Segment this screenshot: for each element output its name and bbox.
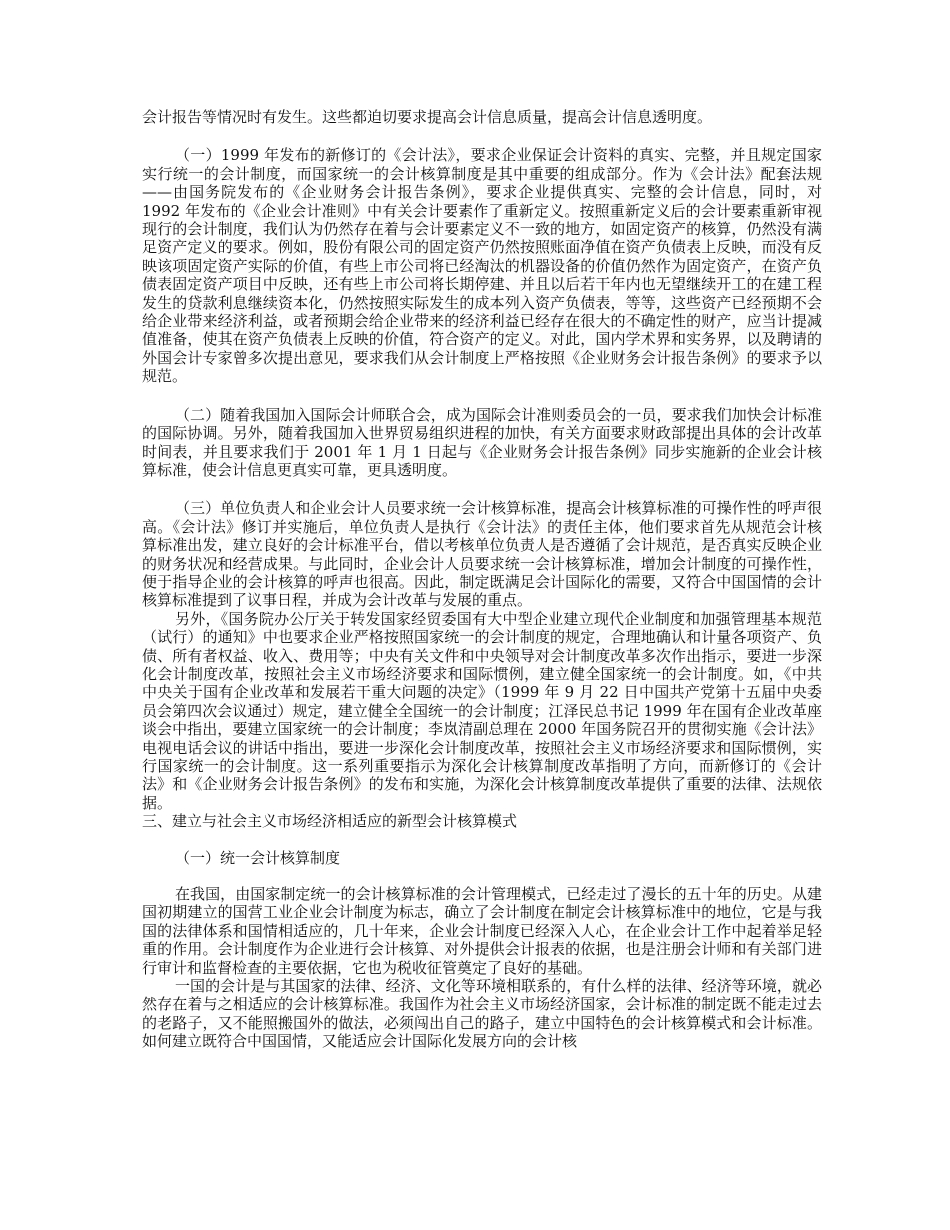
section-heading-three: 三、建立与社会主义市场经济相适应的新型会计核算模式 xyxy=(142,812,518,831)
paragraph-section-1: （一）1999 年发布的新修订的《会计法》，要求企业保证会计资料的真实、完整，并且规定国家实行统一的会计制度，而国家统一的会计核算制度是其中重要的组成部分。作为《会计法》配套法规——由国务院发布的《企业财务会计报告条例》，要求企业提供真实、完整的会计信息，同时，对 1992 年发布的《企业会计准则》中有关会计要素作了重新定义。按照重新定义后的会计要素重新审视现行的会计制度，我们认为仍然存在着与会计要素定义不一致的地方，如固定资产的核算，仍然没有满足资产定义的要求。例如，股份有限公司的固定资产仍然按照账面净值在资产负债表上反映，而没有反映该项固定资产实际的价值，有些上市公司将已经淘汰的机器设备的价值仍然作为固定资产，在资产负债表固定资产项目中反映，还有些上市公司将长期停建、并且以后若干年内也无望继续开工的在建工程发生的贷款利息继续资本化，仍然按照实际发生的成本列入资产负债表，等等，这些资产已经预期不会给企业带来经济利益，或者预期会给企业带来的经济利益已经存在很大的不确定性的财产，应当计提减值准备，使其在资产负债表上反映的价值，符合资产的定义。对此，国内学术界和实务界，以及聘请的外国会计专家曾多次提出意见，要求我们从会计制度上严格按照《企业财务会计报告条例》的要求予以规范。 xyxy=(142,146,822,386)
document-body xyxy=(142,108,822,1051)
paragraph-history: 在我国，由国家制定统一的会计核算标准的会计管理模式，已经走过了漫长的五十年的历史。从建国初期建立的国营工业企业会计制度为标志，确立了会计制度在制定会计核算标准中的地位，它是与我国的法律体系和国情相适应的，几十年来，企业会计制度已经深入人心，在企业会计工作中起着举足轻重的作用。会计制度作为企业进行会计核算、对外提供会计报表的依据，也是注册会计师和有关部门进行审计和监督检查的主要依据，它也为税收征管奠定了良好的基础。 xyxy=(142,885,822,977)
subsection-heading-one: （一）统一会计核算制度 xyxy=(175,848,341,867)
paragraph-additionally: 另外，《国务院办公厅关于转发国家经贸委国有大中型企业建立现代企业制度和加强管理基本规范（试行）的通知》中也要求企业严格按照国家统一的会计制度的规定，合理地确认和计量各项资产、负债、所有者权益、收入、费用等；中央有关文件和中央领导对会计制度改革多次作出指示，要进一步深化会计制度改革，按照社会主义市场经济要求和国际惯例，建立健全国家统一的会计制度。如，《中共中央关于国有企业改革和发展若干重大问题的决定》（1999 年 9 月 22 日中国共产党第十五届中央委员会第四次会议通过）规定，建立健全全国统一的会计制度；江泽民总书记 1999 年在国有企业改革座谈会中指出，要建立国家统一的会计制度；李岚清副总理在 2000 年国务院召开的贯彻实施《会计法》电视电话会议的讲话中指出，要进一步深化会计制度改革，按照社会主义市场经济要求和国际惯例，实行国家统一的会计制度。这一系列重要指示为深化会计核算制度改革指明了方向，而新修订的《会计法》和《企业财务会计报告条例》的发布和实施，为深化会计核算制度改革提供了重要的法律、法规依据。 xyxy=(142,609,822,812)
paragraph-section-3: （三）单位负责人和企业会计人员要求统一会计核算标准，提高会计核算标准的可操作性的呼声很高。《会计法》修订并实施后，单位负责人是执行《会计法》的责任主体，他们要求首先从规范会计核算标准出发，建立良好的会计标准平台，借以考核单位负责人是否遵循了会计规范，是否真实反映企业的财务状况和经营成果。与此同时，企业会计人员要求统一会计核算标准，增加会计制度的可操作性，便于指导企业的会计核算的呼声也很高。因此，制定既满足会计国际化的需要，又符合中国国情的会计核算标准提到了议事日程，并成为会计改革与发展的重点。 xyxy=(142,499,822,610)
paragraph-environment: 一国的会计是与其国家的法律、经济、文化等环境相联系的，有什么样的法律、经济等环境，就必然存在着与之相适应的会计核算标准。我国作为社会主义市场经济国家，会计标准的制定既不能走过去的老路子，又不能照搬国外的做法，必须闯出自己的路子，建立中国特色的会计核算模式和会计标准。如何建立既符合中国国情，又能适应会计国际化发展方向的会计核 xyxy=(142,977,822,1051)
paragraph-section-2: （二）随着我国加入国际会计师联合会，成为国际会计准则委员会的一员，要求我们加快会计标准的国际协调。另外，随着我国加入世界贸易组织进程的加快，有关方面要求财政部提出具体的会计改革时间表，并且要求我们于 2001 年 1 月 1 日起与《企业财务会计报告条例》同步实施新的企业会计核算标准，使会计信息更真实可靠，更具透明度。 xyxy=(142,405,822,479)
paragraph-intro: 会计报告等情况时有发生。这些都迫切要求提高会计信息质量，提高会计信息透明度。 xyxy=(142,108,713,126)
